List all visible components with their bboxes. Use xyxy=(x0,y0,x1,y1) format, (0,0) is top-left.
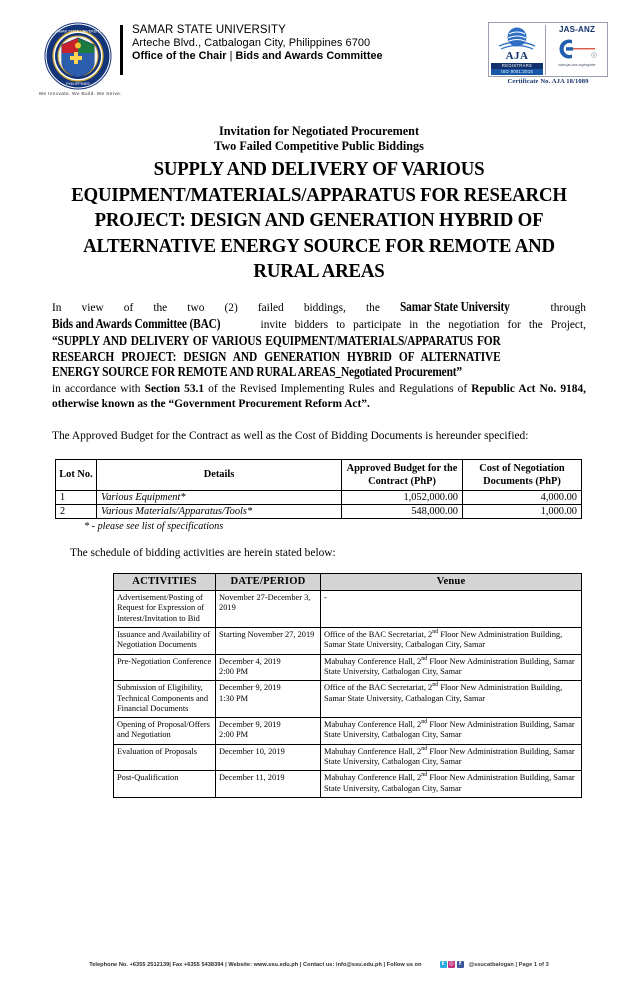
invitation-subtitle-line1: Invitation for Negotiated Procurement xyxy=(218,124,420,138)
col-activities: ACTIVITIES xyxy=(114,574,216,591)
header-divider xyxy=(120,25,123,75)
invitation-subtitle-line2: Two Failed Competitive Public Biddings xyxy=(214,139,424,153)
cell-approved-budget: 548,000.00 xyxy=(342,505,463,519)
jas-anz-logo xyxy=(546,25,605,68)
footer-handle-and-page: @ssucatbalogan | Page 1 of 3 xyxy=(468,961,549,968)
col-venue: Venue xyxy=(321,574,582,591)
ordinal-suffix: nd xyxy=(421,719,428,726)
cell-approved-budget: 1,052,000.00 xyxy=(342,491,463,505)
col-details: Details xyxy=(97,459,342,490)
document-footer xyxy=(0,961,638,983)
university-seal-icon xyxy=(44,22,112,90)
project-name-emphasis: “SUPPLY AND DELIVERY OF VARIOUS EQUIPMENT/MATERIALS/APPARATUS FOR RESEARCH PROJECT: DESIGN AND GENERATION HYBRID OF ALTERNATIVE ENERGY SOURCE FOR REMOTE AND RURAL AREAS_Negotiated Procurement” xyxy=(52,333,501,380)
col-cost-negotiation-docs: Cost of Negotiation Documents (PhP) xyxy=(463,459,582,490)
ordinal-suffix: nd xyxy=(432,682,439,689)
document-header xyxy=(36,22,608,100)
table-row xyxy=(114,654,582,681)
cell-venue: Mabuhay Conference Hall, 2nd Floor New Administration Building, Samar State University, Catbalogan City, Samar xyxy=(321,771,582,798)
cell-venue: Mabuhay Conference Hall, 2nd Floor New Administration Building, Samar State University, Catbalogan City, Samar xyxy=(321,744,582,771)
jas-anz-mark-icon xyxy=(549,35,605,63)
aja-registrars-label: REGISTRARS xyxy=(491,63,543,69)
cell-activity: Pre-Negotiation Conference xyxy=(114,654,216,681)
jas-anz-label: JAS-ANZ xyxy=(559,25,596,34)
table-row xyxy=(114,591,582,628)
cell-date-period: November 27-December 3, 2019 xyxy=(216,591,321,628)
cell-date-period: December 4, 2019 2:00 PM xyxy=(216,654,321,681)
instagram-icon[interactable] xyxy=(448,961,455,968)
document-page xyxy=(0,22,638,997)
cell-venue: Mabuhay Conference Hall, 2nd Floor New Administration Building, Samar State University, Catbalogan City, Samar xyxy=(321,718,582,745)
cell-activity: Advertisement/Posting of Request for Expression of Interest/Invitation to Bid xyxy=(114,591,216,628)
bac-emphasis: Bids and Awards Committee (BAC) xyxy=(52,315,221,331)
republic-act-reference: Republic Act No. 9184, otherwise known as the “Government Procurement Reform Act”. xyxy=(52,382,586,410)
cell-date-period: December 9, 2019 1:30 PM xyxy=(216,681,321,718)
cell-venue: Mabuhay Conference Hall, 2nd Floor New Administration Building, Samar State University, Catbalogan City, Samar xyxy=(321,654,582,681)
ordinal-suffix: nd xyxy=(421,772,428,779)
schedule-table-body xyxy=(114,591,582,798)
col-approved-budget: Approved Budget for the Contract (PhP) xyxy=(342,459,463,490)
cell-venue: Office of the BAC Secretariat, 2nd Floor New Administration Building, Samar State University, Catbalogan City, Samar xyxy=(321,628,582,655)
seal-motto: We Innovate. We Build. We Serve. xyxy=(38,91,122,97)
cell-date-period: Starting November 27, 2019 xyxy=(216,628,321,655)
instagram-glyph: ◎ xyxy=(449,961,454,967)
twitter-glyph: t xyxy=(441,961,445,967)
aja-logo xyxy=(491,25,546,75)
ordinal-suffix: nd xyxy=(432,629,439,636)
cell-activity: Submission of Eligibility, Technical Components and Financial Documents xyxy=(114,681,216,718)
organization-address: Arteche Blvd., Catbalogan City, Philippines 6700 xyxy=(132,37,371,50)
cell-activity: Evaluation of Proposals xyxy=(114,744,216,771)
table-row xyxy=(56,505,582,519)
cell-details: Various Materials/Apparatus/Tools* xyxy=(97,505,342,519)
para-irr: of the Revised Implementing Rules and Regulations of xyxy=(204,382,472,395)
cell-details: Various Equipment* xyxy=(97,491,342,505)
table-row xyxy=(114,771,582,798)
table-row xyxy=(114,681,582,718)
office-line xyxy=(132,50,488,63)
table-row xyxy=(114,744,582,771)
specifications-note: * - please see list of specifications xyxy=(84,521,224,533)
university-emphasis: Samar State University xyxy=(399,298,510,314)
schedule-table-header-row xyxy=(114,574,582,591)
facebook-icon[interactable] xyxy=(457,961,464,968)
cell-venue: - xyxy=(321,591,582,628)
cell-lot-no: 2 xyxy=(56,505,97,519)
invitation-paragraph xyxy=(52,299,586,413)
svg-text:PHILIPPINES: PHILIPPINES xyxy=(66,82,90,86)
jas-anz-sublabel: www.jas-anz.org/register xyxy=(558,63,596,67)
cell-lot-no: 1 xyxy=(56,491,97,505)
document-title-block xyxy=(52,124,586,285)
section-reference: Section 53.1 xyxy=(144,382,205,395)
para-through: through xyxy=(530,301,586,314)
svg-text:R: R xyxy=(592,53,596,58)
col-lot-no: Lot No. xyxy=(56,459,97,490)
cell-date-period: December 11, 2019 xyxy=(216,771,321,798)
budget-table-body xyxy=(56,491,582,519)
iso-standard-label: ISO 9001:2015 xyxy=(491,69,543,75)
budget-table-header-row xyxy=(56,459,582,490)
cell-cost: 1,000.00 xyxy=(463,505,582,519)
budget-table xyxy=(55,459,582,519)
schedule-intro: The schedule of bidding activities are herein stated below: xyxy=(70,547,336,560)
budget-paragraph: The Approved Budget for the Contract as well as the Cost of Bidding Documents is hereunder specified: xyxy=(52,430,529,443)
committee-label: Bids and Awards Committee xyxy=(235,50,383,63)
twitter-icon[interactable] xyxy=(440,961,447,968)
table-row xyxy=(56,491,582,505)
cell-venue: Office of the BAC Secretariat, 2nd Floor New Administration Building, Samar State University, Catbalogan City, Samar xyxy=(321,681,582,718)
cell-activity: Issuance and Availability of Negotiation Documents xyxy=(114,628,216,655)
cell-cost: 4,000.00 xyxy=(463,491,582,505)
svg-text:SAMAR STATE UNIVERSITY: SAMAR STATE UNIVERSITY xyxy=(54,29,102,34)
ordinal-suffix: nd xyxy=(421,655,428,662)
project-title: SUPPLY AND DELIVERY OF VARIOUS EQUIPMENT/MATERIALS/APPARATUS FOR RESEARCH PROJECT: DESIGN AND GENERATION HYBRID OF ALTERNATIVE ENERGY SOURCE FOR REMOTE AND RURAL AREAS xyxy=(71,158,567,282)
cell-date-period: December 10, 2019 xyxy=(216,744,321,771)
cell-date-period: December 9, 2019 2:00 PM xyxy=(216,718,321,745)
table-row xyxy=(114,628,582,655)
header-text-block xyxy=(132,22,488,64)
para-accordance: in accordance with xyxy=(52,382,145,395)
globe-icon xyxy=(497,26,537,52)
office-separator: | xyxy=(229,50,233,63)
ordinal-suffix: nd xyxy=(421,745,428,752)
footer-contact-info: Telephone No. +6355 2512139| Fax +6355 5438394 | Website: www.ssu.edu.ph | Contact us: info@ssu.edu.ph | Follow us on xyxy=(89,961,422,968)
schedule-table xyxy=(113,573,582,798)
office-label: Office of the Chair xyxy=(132,50,227,63)
organization-name: SAMAR STATE UNIVERSITY xyxy=(132,24,286,36)
para-intro: In view of the two (2) failed biddings, the xyxy=(52,301,400,314)
aja-wordmark: AJA xyxy=(505,50,529,62)
certification-logos xyxy=(488,22,608,77)
university-seal-block xyxy=(36,22,120,95)
certificate-number: Certificate No. AJA 18/1089 xyxy=(507,78,589,85)
table-row xyxy=(114,718,582,745)
cell-activity: Opening of Proposal/Offers and Negotiation xyxy=(114,718,216,745)
cell-activity: Post-Qualification xyxy=(114,771,216,798)
facebook-glyph: f xyxy=(458,961,462,967)
certification-block xyxy=(488,22,608,86)
para-invite: invite bidders to participate in the negotiation for the Project, xyxy=(252,318,586,331)
social-icons xyxy=(440,961,464,968)
col-date-period: DATE/PERIOD xyxy=(216,574,321,591)
